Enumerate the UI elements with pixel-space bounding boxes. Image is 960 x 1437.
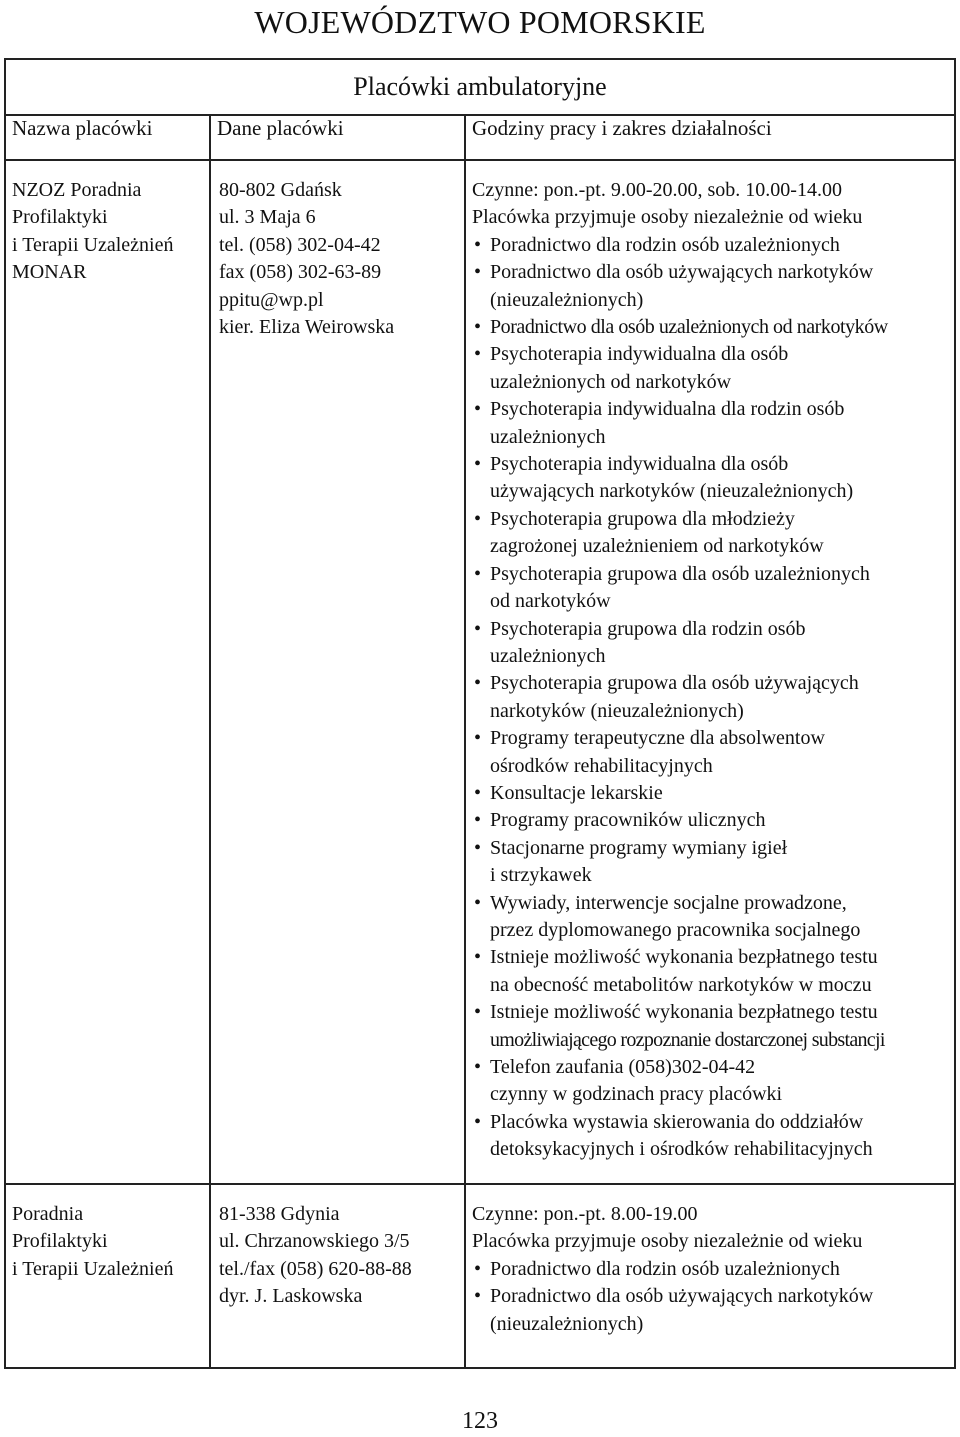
- services-list: [472, 1256, 948, 1338]
- facility-name: [5, 160, 210, 1184]
- list-item: • Telefon zaufania (058)302-04-42 czynny w godzinach pracy placówki: [472, 1054, 948, 1109]
- list-item: • Psychoterapia indywidualna dla osób używających narkotyków (nieuzależnionych): [472, 451, 948, 506]
- facility-services: [465, 1184, 955, 1368]
- name-line: NZOZ Poradnia: [12, 179, 142, 201]
- facility-name: [5, 1184, 210, 1368]
- list-item: • Programy terapeutyczne dla absolwentow ośrodków rehabilitacyjnych: [472, 725, 948, 780]
- table-row: [5, 160, 955, 1184]
- column-header-name: Nazwa placówki: [5, 115, 210, 160]
- list-item: • Konsultacje lekarskie: [472, 780, 948, 807]
- phone-line: tel. (058) 302-04-42: [219, 233, 381, 256]
- opening-hours: Czynne: pon.-pt. 9.00-20.00, sob. 10.00-14.00: [472, 179, 842, 201]
- list-item: • Poradnictwo dla osób używających narkotyków (nieuzależnionych): [472, 1283, 948, 1338]
- list-item: • Psychoterapia grupowa dla osób używających narkotyków (nieuzależnionych): [472, 670, 948, 725]
- list-item: • Stacjonarne programy wymiany igieł i strzykawek: [472, 835, 948, 890]
- list-item: • Psychoterapia grupowa dla młodzieży zagrożonej uzależnieniem od narkotyków: [472, 506, 948, 561]
- name-line: MONAR: [12, 261, 87, 284]
- fax-line: fax (058) 302-63-89: [219, 261, 382, 284]
- list-item: • Poradnictwo dla rodzin osób uzależnionych: [472, 1256, 948, 1283]
- manager-line: dyr. J. Laskowska: [219, 1285, 363, 1308]
- opening-hours: Czynne: pon.-pt. 8.00-19.00: [472, 1203, 698, 1225]
- list-item: • Istnieje możliwość wykonania bezpłatnego testu umożliwiającego rozpoznanie dostarczonej substancji: [472, 999, 948, 1054]
- list-item: • Psychoterapia indywidualna dla rodzin osób uzależnionych: [472, 396, 948, 451]
- manager-line: kier. Eliza Weirowska: [219, 316, 395, 339]
- name-line: Profilaktyki: [12, 206, 108, 229]
- name-line: i Terapii Uzależnień: [12, 233, 174, 256]
- section-title: Placówki ambulatoryjne: [5, 59, 955, 115]
- list-item: • Istnieje możliwość wykonania bezpłatnego testu na obecność metabolitów narkotyków w moczu: [472, 944, 948, 999]
- address-line: ul. Chrzanowskiego 3/5: [219, 1230, 410, 1253]
- table-row: [5, 1184, 955, 1368]
- list-item: • Poradnictwo dla osób używających narkotyków (nieuzależnionych): [472, 259, 948, 314]
- facilities-table: [4, 58, 956, 1369]
- facility-services: [465, 160, 955, 1184]
- name-line: i Terapii Uzależnień: [12, 1257, 174, 1280]
- list-item: • Psychoterapia indywidualna dla osób uzależnionych od narkotyków: [472, 341, 948, 396]
- address-line: ul. 3 Maja 6: [219, 206, 316, 229]
- list-item: • Psychoterapia grupowa dla rodzin osób uzależnionych: [472, 616, 948, 671]
- email-link[interactable]: ppitu@wp.pl: [219, 288, 324, 311]
- list-item: • Programy pracowników ulicznych: [472, 807, 948, 834]
- page-title: WOJEWÓDZTWO POMORSKIE: [254, 4, 706, 40]
- age-note: Placówka przyjmuje osoby niezależnie od wieku: [472, 206, 863, 229]
- name-line: Profilaktyki: [12, 1230, 108, 1253]
- services-list: [472, 232, 948, 1164]
- age-note: Placówka przyjmuje osoby niezależnie od wieku: [472, 1230, 863, 1253]
- list-item: • Poradnictwo dla rodzin osób uzależnionych: [472, 232, 948, 259]
- list-item: • Wywiady, interwencje socjalne prowadzone, przez dyplomowanego pracownika socjalnego: [472, 890, 948, 945]
- name-line: Poradnia: [12, 1203, 84, 1225]
- section-header-row: [5, 59, 955, 115]
- list-item: • Poradnictwo dla osób uzależnionych od narkotyków: [472, 314, 948, 341]
- column-header-row: [5, 115, 955, 160]
- column-header-details: Dane placówki: [210, 115, 465, 160]
- phone-line: tel./fax (058) 620-88-88: [219, 1257, 412, 1280]
- address-line: 80-802 Gdańsk: [219, 179, 342, 201]
- list-item: • Placówka wystawia skierowania do oddziałów detoksykacyjnych i ośrodków rehabilitacyjnych: [472, 1109, 948, 1164]
- page-number: 123: [462, 1408, 498, 1434]
- facility-details: [210, 1184, 465, 1368]
- column-header-hours: Godziny pracy i zakres działalności: [465, 115, 955, 160]
- list-item: • Psychoterapia grupowa dla osób uzależnionych od narkotyków: [472, 561, 948, 616]
- facility-details: [210, 160, 465, 1184]
- address-line: 81-338 Gdynia: [219, 1203, 340, 1225]
